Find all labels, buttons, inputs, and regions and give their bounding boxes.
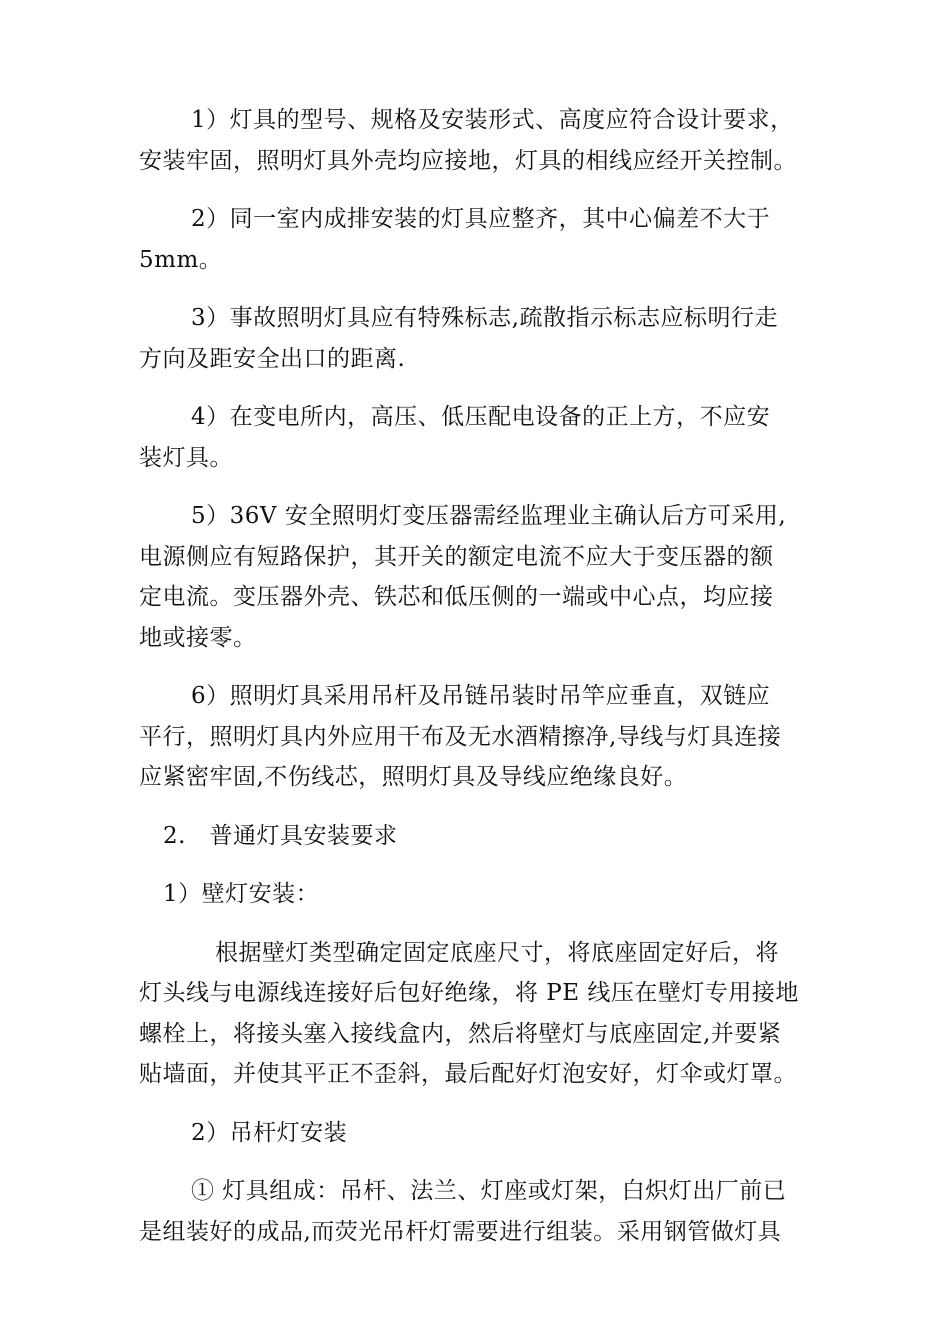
text-line: 地或接零。 bbox=[139, 624, 257, 651]
text-line: 装灯具。 bbox=[139, 444, 233, 471]
paragraph bbox=[139, 676, 829, 798]
text-line: 方向及距安全出口的距离. bbox=[139, 345, 406, 372]
paragraph bbox=[139, 933, 829, 1095]
text-line: 1）壁灯安装： bbox=[163, 881, 320, 907]
paragraph bbox=[139, 397, 829, 478]
text-line: 6）照明灯具采用吊杆及吊链吊装时吊竿应垂直，双链应 bbox=[191, 683, 771, 709]
text-line: 5）36V 安全照明灯变压器需经监理业主确认后方可采用, bbox=[191, 503, 787, 529]
text-line: 2. 普通灯具安装要求 bbox=[163, 822, 398, 849]
paragraph bbox=[139, 496, 829, 658]
paragraph bbox=[139, 1113, 829, 1154]
text-line: 2）吊杆灯安装 bbox=[191, 1119, 348, 1146]
text-line: 定电流。变压器外壳、铁芯和低压侧的一端或中心点，均应接 bbox=[139, 584, 774, 610]
paragraph bbox=[139, 100, 829, 181]
text-line: 灯头线与电源线连接好后包好绝缘，将 PE 线压在壁灯专用接地 bbox=[139, 980, 799, 1006]
document-body bbox=[139, 100, 829, 1270]
text-line: 2）同一室内成排安装的灯具应整齐，其中心偏差不大于 bbox=[191, 206, 771, 232]
paragraph bbox=[139, 199, 829, 280]
text-line: 4）在变电所内，高压、低压配电设备的正上方，不应安 bbox=[191, 404, 771, 430]
text-line: 3）事故照明灯具应有特殊标志,疏散指示标志应标明行走 bbox=[191, 305, 778, 331]
text-line: 应紧密牢固,不伤线芯，照明灯具及导线应绝缘良好。 bbox=[139, 764, 688, 790]
paragraph bbox=[139, 1171, 829, 1252]
text-line: 5mm。 bbox=[139, 246, 223, 273]
text-line: 电源侧应有短路保护，其开关的额定电流不应大于变压器的额 bbox=[139, 543, 774, 570]
text-line: 安装牢固，照明灯具外壳均应接地，灯具的相线应经开关控制。 bbox=[139, 147, 797, 174]
text-line: 螺栓上，将接头塞入接线盒内，然后将壁灯与底座固定,并要紧 bbox=[139, 1020, 782, 1047]
text-line: 贴墙面，并使其平正不歪斜，最后配好灯泡安好，灯伞或灯罩。 bbox=[139, 1061, 797, 1087]
paragraph bbox=[139, 816, 829, 857]
text-line: ① 灯具组成：吊杆、法兰、灯座或灯架，白炽灯出厂前已 bbox=[191, 1178, 787, 1204]
paragraph bbox=[139, 298, 829, 379]
text-line: 1）灯具的型号、规格及安装形式、高度应符合设计要求， bbox=[191, 107, 794, 133]
text-line: 根据壁灯类型确定固定底座尺寸，将底座固定好后，将 bbox=[215, 939, 779, 966]
text-line: 平行，照明灯具内外应用干布及无水酒精擦净,导线与灯具连接 bbox=[139, 723, 782, 750]
text-line: 是组装好的成品,而荧光吊杆灯需要进行组装。采用钢管做灯具 bbox=[139, 1218, 782, 1245]
paragraph bbox=[139, 874, 829, 915]
